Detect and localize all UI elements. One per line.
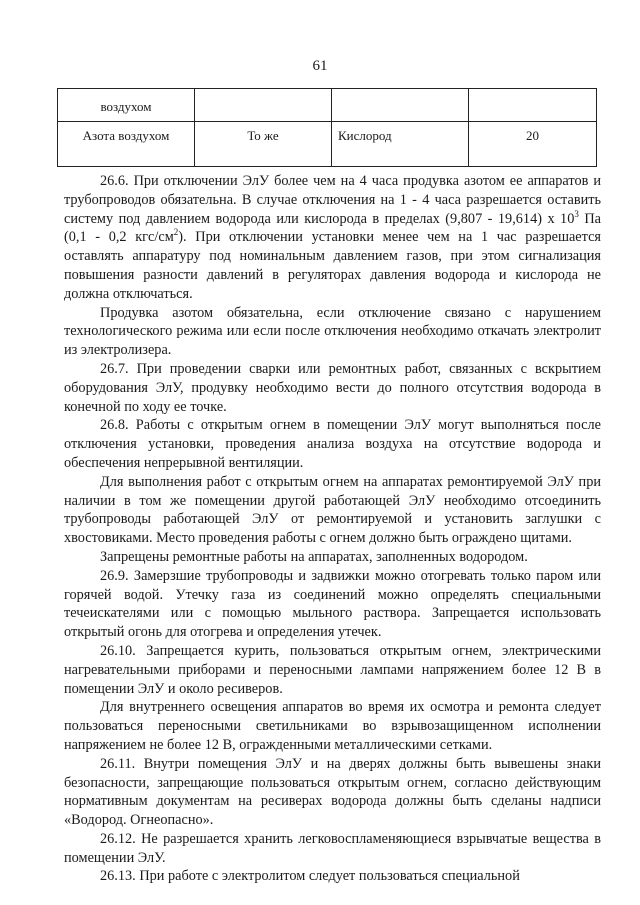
- paragraph: 26.7. При проведении сварки или ремонтных работ, связанных с вскрытием оборудования ЭлУ, продувку необходимо вести до полного отсутствия водорода в конечной по ходу ее точке.: [64, 360, 601, 415]
- paragraph: 26.9. Замерзшие трубопроводы и задвижки можно отогревать только паром или горячей водой. Утечку газа из соединений можно определять специальными течеискателями или с помощью мыльного раствора. Запрещается использовать открытый огонь для отогрева и определения утечек.: [64, 567, 601, 641]
- table-cell: [332, 89, 469, 122]
- paragraph: 26.10. Запрещается курить, пользоваться открытым огнем, электрическими нагревательными приборами и переносными лампами напряжением более 12 В в помещении ЭлУ и около ресиверов.: [64, 642, 601, 697]
- table-cell: [195, 89, 332, 122]
- table-cell: Кислород: [332, 122, 469, 167]
- table-cell: То же: [195, 122, 332, 167]
- page-number: 61: [312, 58, 328, 74]
- document-body: [64, 172, 601, 886]
- paragraph: 26.13. При работе с электролитом следует пользоваться специальной: [100, 868, 520, 885]
- gas-table: [57, 88, 597, 167]
- paragraph: Запрещены ремонтные работы на аппаратах, заполненных водородом.: [100, 548, 528, 565]
- paragraph: Продувка азотом обязательна, если отключение связано с нарушением технологического режима или если после отключения необходимо откачать электролит из электролизера.: [64, 304, 601, 359]
- paragraph: 26.12. Не разрешается хранить легковоспламеняющиеся взрывчатые вещества в помещении ЭлУ.: [64, 830, 601, 866]
- table-cell: Азота воздухом: [58, 122, 195, 167]
- paragraph: 26.11. Внутри помещения ЭлУ и на дверях должны быть вывешены знаки безопасности, запрещающие пользоваться открытым огнем, согласно действующим нормативным документам на ресиверах водорода должны быть сделаны надписи «Водород. Огнеопасно».: [64, 755, 601, 829]
- table-row: [58, 122, 597, 167]
- paragraph: Для выполнения работ с открытым огнем на аппаратах ремонтируемой ЭлУ при наличии в том же помещении другой работающей ЭлУ необходимо отсоединить трубопроводы работающей ЭлУ от ремонтируемой и установить заглушки с хвостовиками. Место проведения работы с огнем должно быть ограждено щитами.: [64, 473, 601, 547]
- table-cell: 20: [469, 122, 597, 167]
- table-cell: воздухом: [58, 89, 195, 122]
- paragraph: 26.6. При отключении ЭлУ более чем на 4 часа продувка азотом ее аппаратов и трубопроводов обязательна. В случае отключения на 1 - 4 часа разрешается оставить систему под давлением водорода или кислорода в пределах (9,807 - 19,614) x $10^3$ Па (0,1 - 0,2 кгс/$см^2$). При отключении установки менее чем на 1 час разрешается оставлять аппаратуру под номинальным давлением газов, при этом сигнализация повышения разности давлений в регуляторах давления водорода и кислорода не должна отключаться.: [64, 173, 601, 302]
- paragraph: 26.8. Работы с открытым огнем в помещении ЭлУ могут выполняться после отключения установки, проведения анализа воздуха на отсутствие водорода и обеспечения непрерывной вентиляции.: [64, 417, 601, 471]
- table-row: [58, 89, 597, 122]
- paragraph: Для внутреннего освещения аппаратов во время их осмотра и ремонта следует пользоваться переносными светильниками во взрывозащищенном исполнении напряжением не более 12 В, огражденными металлическими сетками.: [64, 699, 601, 753]
- table-cell: [469, 89, 597, 122]
